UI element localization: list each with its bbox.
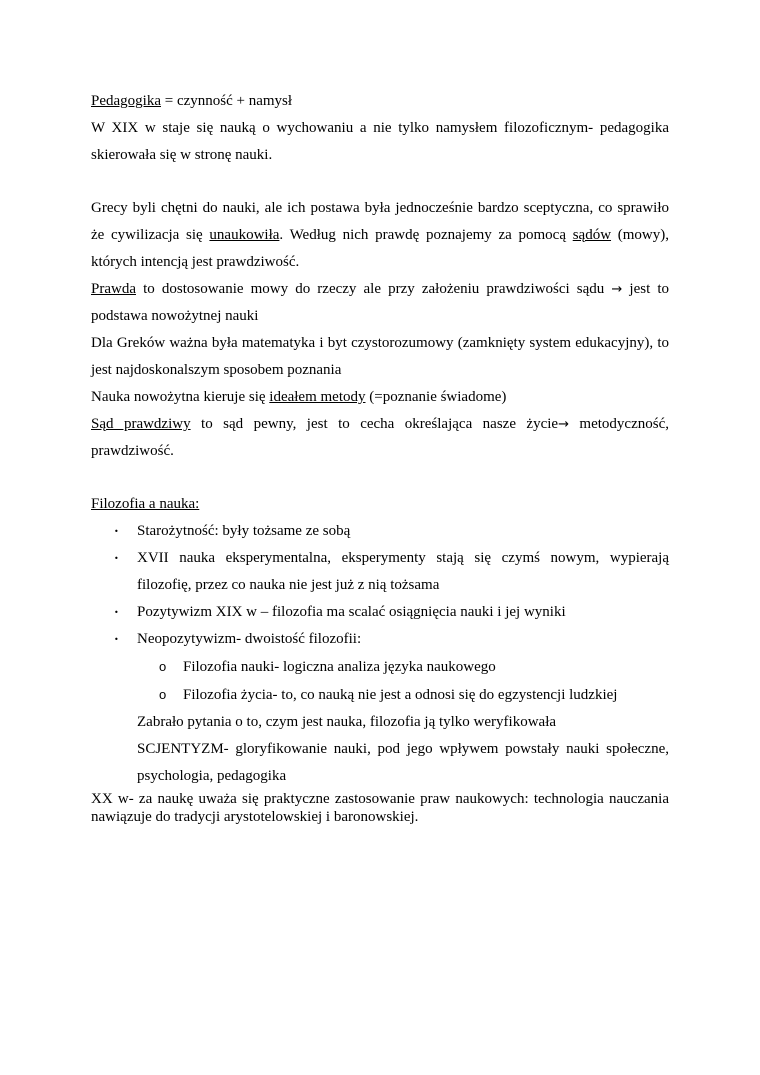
paragraph-sad-prawdziwy [91,411,669,465]
paragraph-prawda [91,276,669,330]
spacer [91,465,669,491]
list-item-text: Neopozytywizm- dwoistość filozofii: [137,631,362,647]
term-pedagogika: Pedagogika [91,93,161,109]
final-paragraph: XX w- za naukę uważa się praktyczne zastosowanie praw naukowych: technologia nauczania nawiązuje do tradycji arystotelowskiej i baronowskiej. [91,791,669,825]
bullet-list [91,518,669,653]
list-item [91,599,669,626]
list-item-text: XVII nauka eksperymentalna, eksperymenty stają się czymś nowym, wypierają filozofię, przez co nauka nie jest już z nią tożsama [137,550,669,593]
sub-list-item-text: Filozofia życia- to, co nauką nie jest a odnosi się do egzystencji ludzkiej [183,687,618,703]
paragraph-grecy [91,195,669,276]
sub-list-item [91,681,669,709]
term-sadow: sądów [572,227,612,243]
term-sad-prawdziwy: Sąd prawdziwy [91,416,191,432]
definition-text: = czynność + namysł [160,93,293,109]
term-prawda: Prawda [91,281,136,297]
sub-list-item-text: Filozofia nauki- logiczna analiza języka naukowego [183,659,496,675]
term-idealem-metody: ideałem metody [269,389,366,405]
term-unaukowila: unaukowiła [209,227,280,243]
circle-bullet-icon: o [159,687,167,702]
text-run: . Według nich prawdę poznajemy za pomocą [279,227,573,243]
bullet-icon: • [114,635,119,644]
bullet-icon: • [114,554,119,563]
text-run: (mowy), których intencją jest prawdziwość. [91,227,669,270]
bullet-icon: • [114,608,119,617]
indented-paragraph-scjentyzm: SCJENTYZM- gloryfikowanie nauki, pod jego wpływem powstały nauki społeczne, psychologia, pedagogika [137,741,669,784]
text-run: metodyczność, prawdziwość. [91,416,669,459]
sub-list-item [91,653,669,681]
text-run: Nauka nowożytna kieruje się [91,389,270,405]
indented-paragraph: Zabrało pytania o to, czym jest nauka, filozofia ją tylko weryfikowała [137,714,557,730]
list-item [91,626,669,653]
definition-line [91,88,669,115]
paragraph-xix: W XIX w staje się nauką o wychowaniu a nie tylko namysłem filozoficznym- pedagogika skierowała się w stronę nauki. [91,120,669,163]
list-item-text: Pozytywizm XIX w – filozofia ma scalać osiągnięcia nauki i jej wyniki [137,604,566,620]
section-heading: Filozofia a nauka: [91,496,200,512]
bullet-icon: • [114,527,119,536]
text-run: to dostosowanie mowy do rzeczy ale przy założeniu prawdziwości sądu [136,281,612,297]
list-item [91,545,669,599]
sub-bullet-list [91,653,669,709]
text-run: (=poznanie świadome) [365,389,507,405]
text-run: Grecy byli chętni do nauki, ale ich postawa była jednocześnie bardzo sceptyczna, co sprawiło że cywilizacja się [91,200,669,243]
list-item-text: Starożytność: były tożsame ze sobą [137,523,351,539]
list-item [91,518,669,545]
document-page [91,88,669,826]
arrow-right-icon: → [611,282,623,297]
paragraph-nauka-nowozytna [91,384,669,411]
spacer [91,169,669,195]
text-run: jest to podstawa nowożytnej nauki [91,281,670,324]
arrow-right-icon: → [558,417,569,432]
circle-bullet-icon: o [159,659,167,674]
paragraph-grekow: Dla Greków ważna była matematyka i byt czystorozumowy (zamknięty system edukacyjny), to jest najdoskonalszym sposobem poznania [91,335,669,378]
text-run: to sąd pewny, jest to cecha określająca nasze życie [190,416,559,432]
